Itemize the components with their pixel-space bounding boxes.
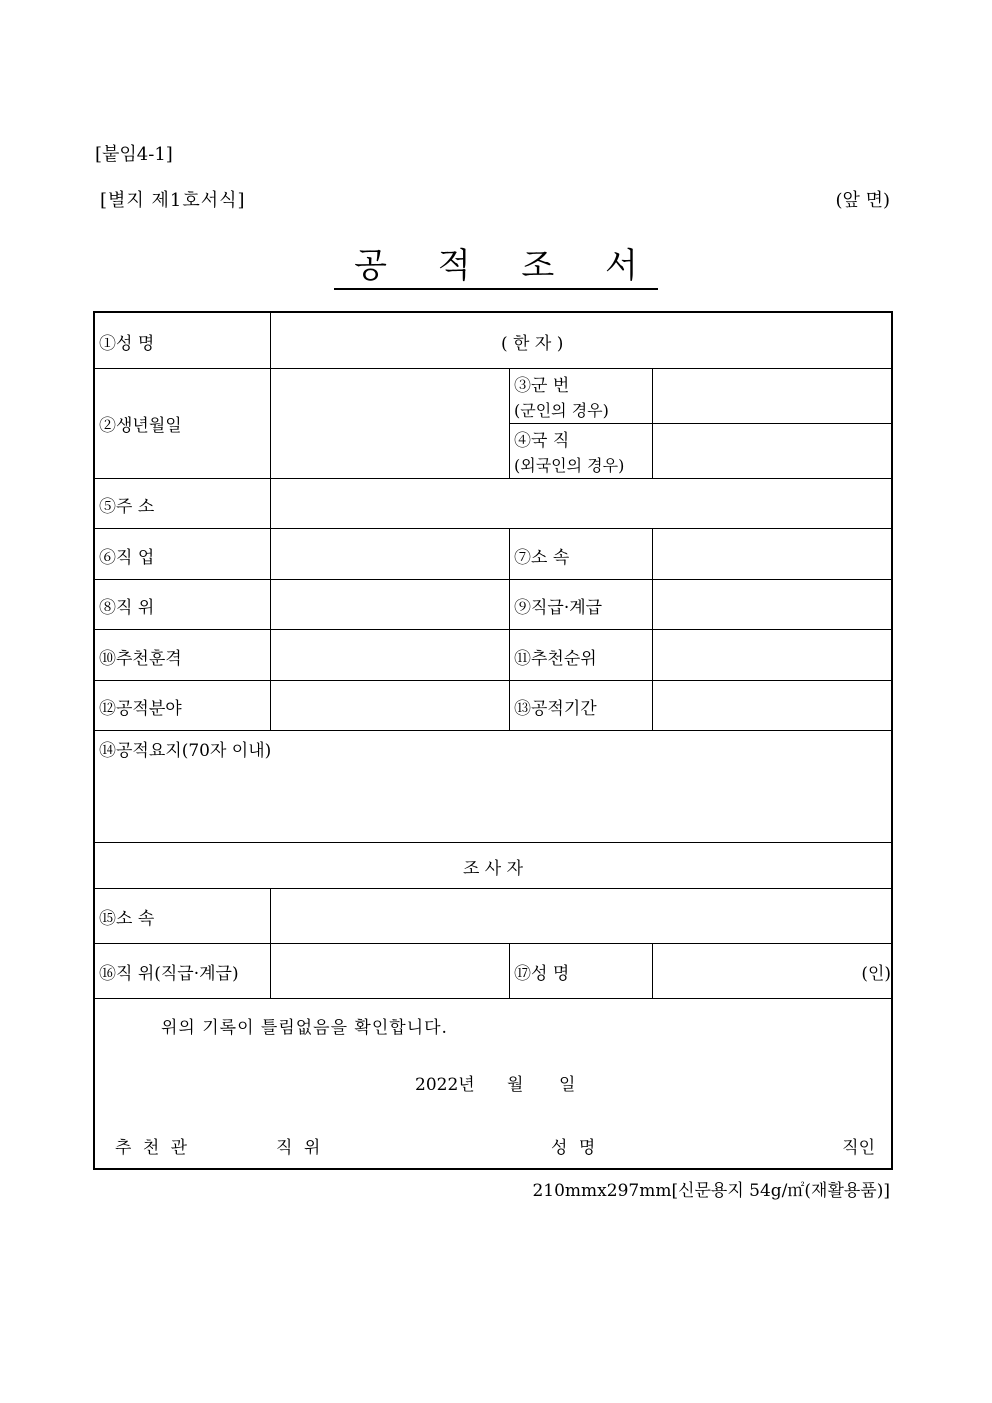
merit-summary-label: ⑭공적요지(70자 이내): [99, 741, 272, 761]
investigator-seal: (인): [861, 964, 891, 984]
column-divider: [652, 368, 653, 478]
rank-label: ⑨직급·계급: [514, 598, 603, 618]
award-grade-label: ⑩추천훈격: [99, 649, 182, 669]
attachment-label: [붙임4-1]: [95, 144, 173, 165]
merit-form-table: [93, 311, 893, 1170]
investigator-affiliation-label: ⑮소 속: [99, 909, 155, 929]
recommender-name-label: 성 명: [551, 1138, 599, 1158]
row-divider: [95, 998, 891, 999]
confirmation-year: 2022년: [415, 1075, 475, 1095]
column-divider: [270, 313, 271, 730]
nationality-note: (외국인의 경우): [514, 456, 625, 475]
merit-period-label: ⑬공적기간: [514, 699, 597, 719]
document-title: 공 적 조 서: [334, 246, 658, 290]
nationality-label: ④국 직: [514, 431, 570, 451]
position-label: ⑧직 위: [99, 598, 155, 618]
affiliation-label: ⑦소 속: [514, 548, 570, 568]
confirmation-month: 월: [507, 1075, 524, 1095]
column-divider: [652, 943, 653, 998]
name-label: ①성 명: [99, 334, 155, 354]
address-label: ⑤주 소: [99, 497, 155, 517]
row-divider: [95, 680, 891, 681]
hanja-label: ( 한 자 ): [501, 334, 564, 354]
paper-spec-footer: 210mmx297mm[신문용지 54g/㎡(재활용품)]: [532, 1181, 890, 1201]
job-label: ⑥직 업: [99, 548, 155, 568]
investigator-name-label: ⑰성 명: [514, 964, 570, 984]
page-side-label: (앞 면): [835, 190, 890, 211]
recommender-label: 추 천 관: [115, 1138, 191, 1158]
column-divider: [652, 528, 653, 730]
form-number: [별지 제1호서식]: [100, 190, 246, 211]
row-divider: [95, 579, 891, 580]
official-seal-label: 직인: [842, 1138, 875, 1158]
service-number-note: (군인의 경우): [514, 401, 609, 420]
recommend-priority-label: ⑪추천순위: [514, 649, 597, 669]
birth-date-label: ②생년월일: [99, 416, 182, 436]
investigator-heading: 조 사 자: [462, 859, 524, 879]
row-divider: [95, 368, 891, 369]
row-divider: [95, 478, 891, 479]
merit-field-label: ⑫공적분야: [99, 699, 182, 719]
recommender-position-label: 직 위: [276, 1138, 324, 1158]
row-divider: [509, 423, 891, 424]
service-number-label: ③군 번: [514, 376, 570, 396]
column-divider: [509, 528, 510, 730]
row-divider: [95, 888, 891, 889]
column-divider: [270, 888, 271, 998]
row-divider: [95, 629, 891, 630]
column-divider: [509, 943, 510, 998]
confirmation-statement: 위의 기록이 틀림없음을 확인합니다.: [161, 1018, 448, 1038]
investigator-position-label: ⑯직 위(직급·계급): [99, 964, 239, 984]
column-divider: [509, 368, 510, 478]
row-divider: [95, 528, 891, 529]
confirmation-day: 일: [559, 1075, 576, 1095]
document-title-wrap: [0, 238, 992, 287]
row-divider: [95, 842, 891, 843]
row-divider: [95, 943, 891, 944]
row-divider: [95, 730, 891, 731]
